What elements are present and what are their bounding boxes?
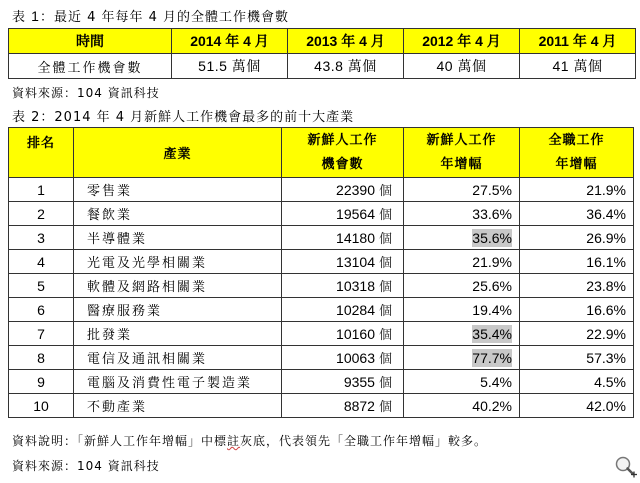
industry-cell: 半導體業 — [74, 226, 282, 250]
rank-cell: 4 — [9, 250, 74, 274]
count-unit: 個 — [378, 376, 392, 391]
industry-cell: 醫療服務業 — [74, 298, 282, 322]
count-cell — [282, 226, 404, 250]
fresh-growth-value: 25.6% — [472, 277, 512, 294]
zoom-in-button[interactable] — [614, 455, 638, 479]
table-row — [9, 226, 634, 250]
table-row — [9, 394, 634, 418]
count-unit: 個 — [378, 304, 392, 319]
industry-cell: 零售業 — [74, 178, 282, 202]
value-2011: 41 萬個 — [520, 54, 636, 79]
rank-cell: 5 — [9, 274, 74, 298]
table-row — [9, 298, 634, 322]
caption-prefix: 表 — [12, 10, 32, 25]
header-industry — [74, 128, 282, 178]
count-unit: 個 — [378, 184, 392, 199]
count-unit: 個 — [378, 352, 392, 367]
fresh-growth-value: 35.4% — [472, 325, 512, 342]
count-cell — [282, 298, 404, 322]
table2-caption: 表 2：2014 年 4 月新鮮人工作機會最多的前十大產業 — [12, 110, 355, 125]
full-growth-cell: 22.9% — [520, 322, 634, 346]
full-growth-cell: 36.4% — [520, 202, 634, 226]
fresh-growth-value: 27.5% — [472, 181, 512, 198]
count-value: 13104 — [336, 254, 375, 270]
table-row — [9, 370, 634, 394]
fresh-growth-cell — [404, 322, 520, 346]
header-row — [9, 128, 634, 178]
magnifier-plus-icon — [614, 455, 638, 479]
header-2014: 2014 年 4 月 — [172, 29, 288, 54]
count-cell — [282, 250, 404, 274]
header-row — [9, 29, 636, 54]
count-value: 19564 — [336, 206, 375, 222]
fresh-growth-cell — [404, 274, 520, 298]
header-rank-label: 排名 — [26, 136, 55, 151]
count-unit: 個 — [378, 208, 392, 223]
full-growth-cell: 57.3% — [520, 346, 634, 370]
rank-cell: 7 — [9, 322, 74, 346]
count-cell — [282, 370, 404, 394]
table-row — [9, 250, 634, 274]
value-2014: 51.5 萬個 — [172, 54, 288, 79]
count-value: 8872 — [343, 398, 375, 414]
total-jobs-table — [8, 28, 636, 79]
fresh-growth-cell — [404, 202, 520, 226]
rank-cell: 3 — [9, 226, 74, 250]
table-row — [9, 274, 634, 298]
count-unit: 個 — [378, 280, 392, 295]
header-fresh-growth — [404, 128, 520, 178]
count-value: 10318 — [336, 278, 375, 294]
header-rank — [9, 128, 74, 178]
table2-note — [12, 432, 487, 449]
fresh-growth-cell — [404, 298, 520, 322]
fresh-growth-value: 40.2% — [472, 397, 512, 414]
header-2011: 2011 年 4 月 — [520, 29, 636, 54]
table1-caption — [12, 6, 289, 25]
header-count — [282, 128, 404, 178]
rank-cell: 6 — [9, 298, 74, 322]
note-text-1: 資料說明：「新鮮人工作年增幅」中標 — [12, 434, 228, 448]
fresh-growth-value: 21.9% — [472, 253, 512, 270]
rank-cell: 2 — [9, 202, 74, 226]
count-value: 10284 — [336, 302, 375, 318]
full-growth-cell: 16.1% — [520, 250, 634, 274]
count-cell — [282, 202, 404, 226]
fresh-growth-cell — [404, 226, 520, 250]
note-text-2: 灰底，代表領先「全職工作年增幅」較多。 — [240, 434, 488, 448]
rank-cell: 9 — [9, 370, 74, 394]
value-2012: 40 萬個 — [404, 54, 520, 79]
count-value: 14180 — [336, 230, 375, 246]
header-count-line2: 機會數 — [321, 156, 364, 172]
header-2012: 2012 年 4 月 — [404, 29, 520, 54]
header-time: 時間 — [9, 29, 172, 54]
count-value: 10160 — [336, 326, 375, 342]
table-row — [9, 202, 634, 226]
fresh-growth-value: 5.4% — [480, 373, 512, 390]
fresh-growth-cell — [404, 178, 520, 202]
full-growth-cell: 21.9% — [520, 178, 634, 202]
industry-cell: 餐飲業 — [74, 202, 282, 226]
fresh-growth-value: 77.7% — [472, 349, 512, 366]
industry-cell: 光電及光學相關業 — [74, 250, 282, 274]
industry-cell: 不動產業 — [74, 394, 282, 418]
count-cell — [282, 346, 404, 370]
full-growth-cell: 16.6% — [520, 298, 634, 322]
industry-cell: 軟體及網路相關業 — [74, 274, 282, 298]
header-industry-label: 產業 — [163, 147, 192, 162]
fresh-growth-value: 33.6% — [472, 205, 512, 222]
fresh-growth-cell — [404, 250, 520, 274]
count-cell — [282, 322, 404, 346]
rank-cell: 8 — [9, 346, 74, 370]
count-cell — [282, 178, 404, 202]
full-growth-cell: 26.9% — [520, 226, 634, 250]
value-2013: 43.8 萬個 — [288, 54, 404, 79]
header-full-growth-line2: 年增幅 — [555, 156, 598, 172]
count-unit: 個 — [378, 400, 392, 415]
fresh-growth-value: 19.4% — [472, 301, 512, 318]
count-value: 22390 — [336, 182, 375, 198]
table-body — [9, 178, 634, 418]
industry-cell: 批發業 — [74, 322, 282, 346]
header-fresh-growth-line1: 新鮮人工作 — [426, 132, 497, 148]
header-full-growth — [520, 128, 634, 178]
fresh-growth-value: 35.6% — [472, 229, 512, 246]
industry-cell: 電信及通訊相關業 — [74, 346, 282, 370]
full-growth-cell: 23.8% — [520, 274, 634, 298]
header-fresh-growth-line2: 年增幅 — [440, 156, 483, 172]
count-unit: 個 — [378, 232, 392, 247]
header-count-line1: 新鮮人工作 — [307, 132, 378, 148]
fresh-growth-cell — [404, 370, 520, 394]
table2-source: 資料來源：104 資訊科技 — [12, 459, 160, 473]
note-spellcheck-word: 註 — [227, 434, 241, 448]
count-cell — [282, 394, 404, 418]
fresh-growth-cell — [404, 394, 520, 418]
table1-source: 資料來源：104 資訊科技 — [12, 86, 160, 100]
table-row — [9, 346, 634, 370]
header-full-growth-line1: 全職工作 — [548, 132, 605, 148]
full-growth-cell: 4.5% — [520, 370, 634, 394]
header-2013: 2013 年 4 月 — [288, 29, 404, 54]
count-cell — [282, 274, 404, 298]
count-unit: 個 — [378, 328, 392, 343]
caption-text: ：最近 4 年每年 4 月的全體工作機會數 — [39, 10, 290, 25]
count-unit: 個 — [378, 256, 392, 271]
industry-cell: 電腦及消費性電子製造業 — [74, 370, 282, 394]
full-growth-cell: 42.0% — [520, 394, 634, 418]
fresh-growth-cell — [404, 346, 520, 370]
top-industries-table — [8, 127, 634, 418]
count-value: 9355 — [343, 374, 375, 390]
count-value: 10063 — [336, 350, 375, 366]
row-label: 全體工作機會數 — [9, 54, 172, 79]
rank-cell: 10 — [9, 394, 74, 418]
caption-number: 1 — [31, 8, 40, 24]
table-row — [9, 54, 636, 79]
table-row — [9, 322, 634, 346]
table-row — [9, 178, 634, 202]
rank-cell: 1 — [9, 178, 74, 202]
